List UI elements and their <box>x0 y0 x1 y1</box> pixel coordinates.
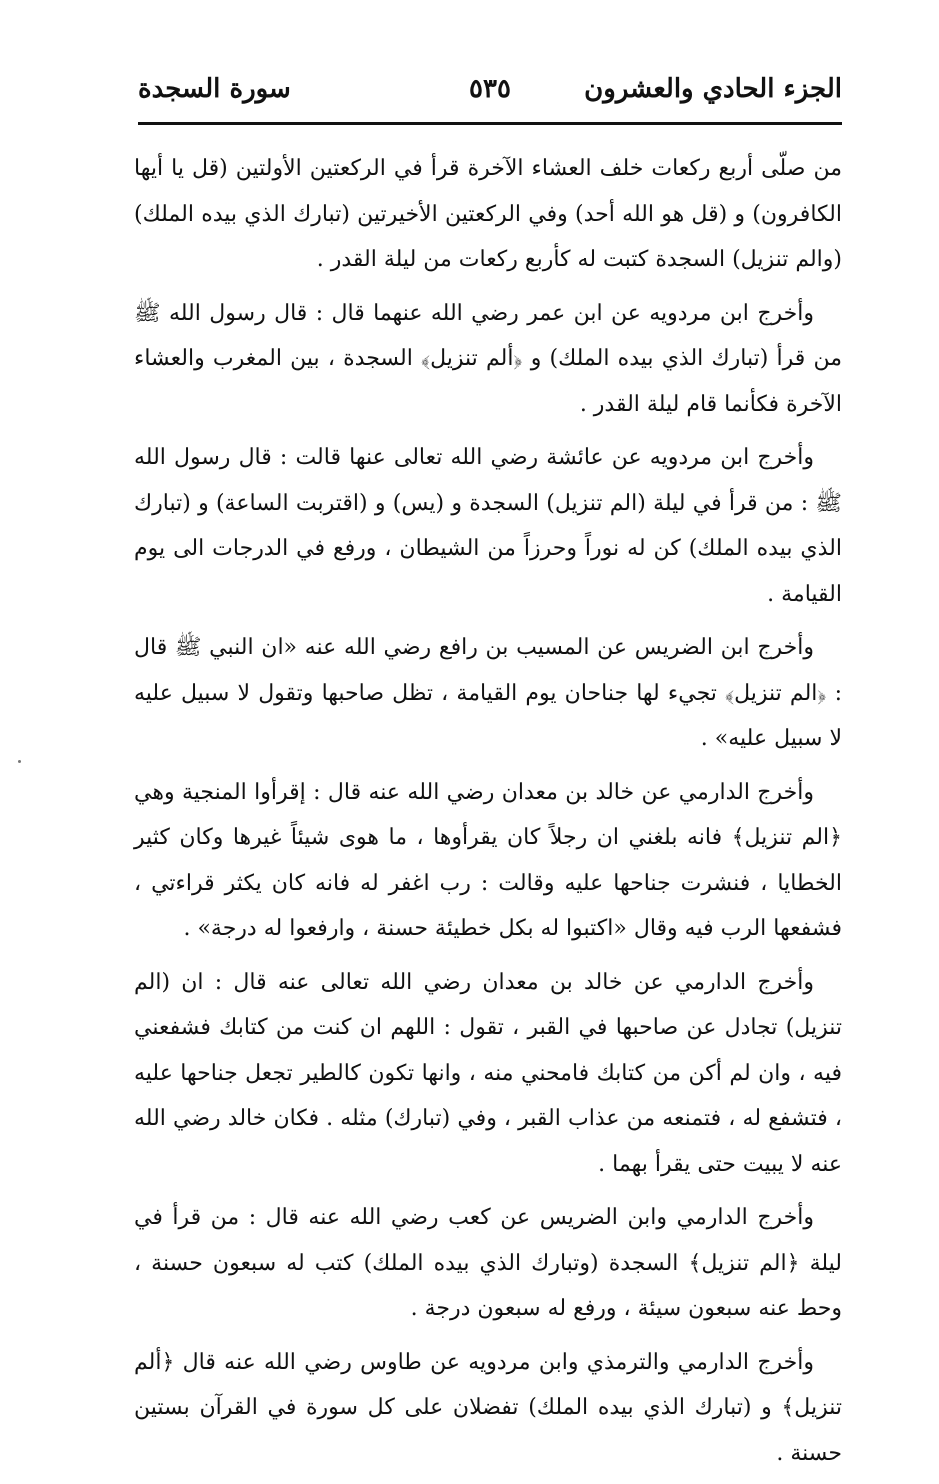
paragraph: وأخرج ابن الضريس عن المسيب بن رافع رضي الله عنه «ان النبي ﷺ قال : ﴿الم تنزيل﴾ تجيء لها جناحان يوم القيامة ، تظل صاحبها وتقول لا سبيل عليه لا سبيل عليه» . <box>134 635 842 751</box>
header-rule <box>138 122 842 125</box>
paragraph: وأخرج ابن مردويه عن ابن عمر رضي الله عنهما قال : قال رسول الله ﷺ من قرأ (تبارك الذي بيده الملك) و ﴿ألم تنزيل﴾ السجدة ، بين المغرب والعشاء الآخرة فكأنما قام ليلة القدر . <box>134 300 842 417</box>
paragraph: وأخرج الدارمي والترمذي وابن مردويه عن طاوس رضي الله عنه قال ﴿ألم تنزيل﴾ و (تبارك الذي بيده الملك) تفضلان على كل سورة في القرآن بستين حسنة . <box>134 1349 842 1466</box>
paragraph: وأخرج ابن مردويه عن عائشة رضي الله تعالى عنها قالت : قال رسول الله ﷺ : من قرأ في ليلة (الم تنزيل) السجدة و (يس) و (اقتربت الساعة) و (تبارك الذي بيده الملك) كن له نوراً وحرزاً من الشيطان ، ورفع في الدرجات الى يوم القيامة . <box>134 445 842 607</box>
running-header <box>138 66 842 118</box>
page-number: ٥٣٥ <box>469 74 511 104</box>
margin-speck <box>18 760 21 763</box>
paragraph: من صلّى أربع ركعات خلف العشاء الآخرة قرأ في الركعتين الأولتين (قل يا أيها الكافرون) و (قل هو الله أحد) وفي الركعتين الأخيرتين (تبارك الذي بيده الملك) (والم تنزيل) السجدة كتبت له كأربع ركعات من ليلة القدر . <box>134 156 842 272</box>
surah-title: سورة السجدة <box>138 74 291 104</box>
body-text <box>134 146 842 1484</box>
part-title: الجزء الحادي والعشرون <box>584 74 842 104</box>
paragraph: وأخرج الدارمي عن خالد بن معدان رضي الله تعالى عنه قال : ان (الم تنزيل) تجادل عن صاحبها في القبر ، تقول : اللهم ان كنت من كتابك فشفعني فيه ، وان لم أكن من كتابك فامحني منه ، وانها تكون كالطير تجعل جناحها عليه ، فتشفع له ، فتمنعه من عذاب القبر ، وفي (تبارك) مثله . فكان خالد رضي الله عنه لا يبيت حتى يقرأ بهما . <box>134 969 842 1177</box>
paragraph: وأخرج الدارمي وابن الضريس عن كعب رضي الله عنه قال : من قرأ في ليلة ﴿الم تنزيل﴾ السجدة (وتبارك الذي بيده الملك) كتب له سبعون حسنة ، وحط عنه سبعون سيئة ، ورفع له سبعون درجة . <box>134 1205 842 1321</box>
paragraph: وأخرج الدارمي عن خالد بن معدان رضي الله عنه قال : إقرأوا المنجية وهي ﴿الم تنزيل﴾ فانه بلغني ان رجلاً كان يقرأوها ، ما هوى شيئاً غيرها وكان كثير الخطايا ، فنشرت جناحها عليه وقالت : رب اغفر له فانه كان يكثر قراءتي ، فشفعها الرب فيه وقال «اكتبوا له بكل خطيئة حسنة ، وارفعوا له درجة» . <box>134 779 842 941</box>
